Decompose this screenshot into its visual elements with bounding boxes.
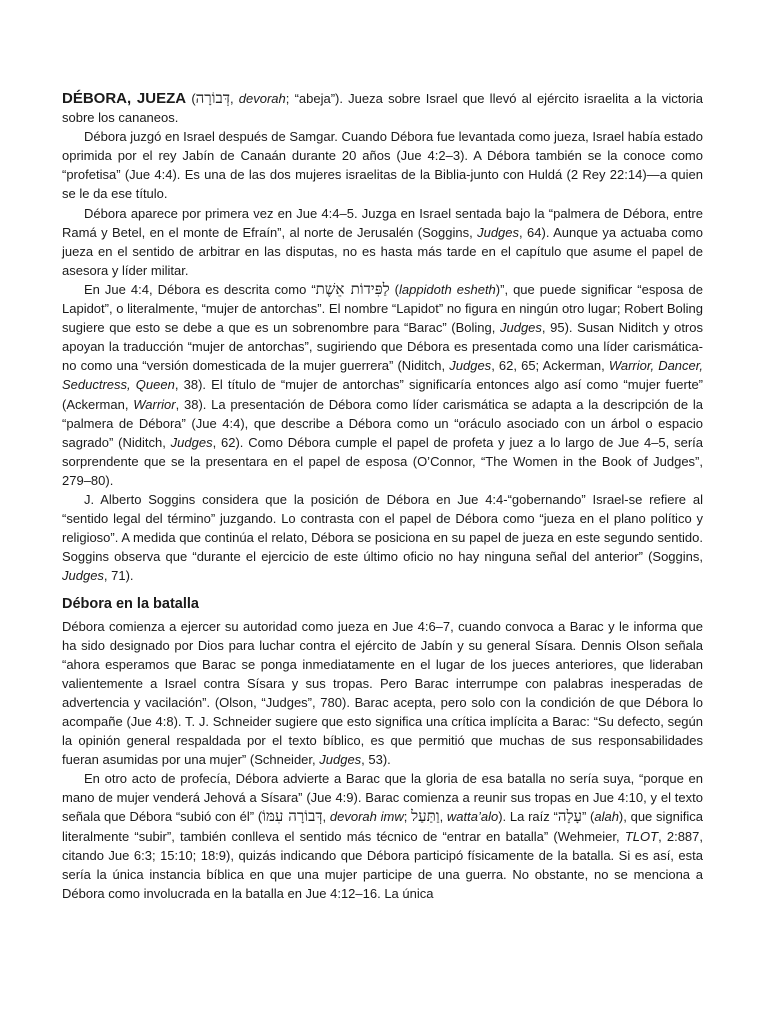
hebrew-text: עָלָה [557, 807, 582, 826]
text-run: , [229, 91, 239, 106]
entry-body [62, 89, 703, 585]
paragraph [62, 204, 703, 280]
text-run: ), que significa literalmente “subir”, también conlleva el sentido más técnico de “entrar en batalla” (Wehmeier, [62, 809, 703, 844]
italic-text: Judges [319, 752, 362, 768]
italic-text: alah [594, 809, 619, 825]
italic-text: Judges [170, 434, 213, 450]
text-run: Débora juzgó en Israel después de Samgar. Cuando Débora fue levantada como jueza, Israel había estado oprimida por el rey Jabín de Canaán durante 20 años (Jue 4:2–3). A Débora también se la conoce como “profetisa” (Jue 4:4). Es una de las dos mujeres israelitas de la Biblia-junto con Huldá (2 Rey 22:14)—a quien se le da ese título. [62, 129, 703, 202]
section-heading: Débora en la batalla [62, 596, 199, 613]
text-run: , [439, 809, 447, 825]
text-run: , 95). Susan Niditch y otros apoyan la traducción “mujer de antorchas”, sugiriendo que Débora es presentada como una líder carismática-no como una “versión domesticada de la mujer guerrera” (Niditch, [62, 320, 703, 374]
text-run: J. Alberto Soggins considera que la posición de Débora en Jue 4:4-“gobernando” Israel-se refiere al “sentido legal del término” juzgando. Lo contrasta con el papel de Débora como “jueza en el plano político y religioso”. A medida que continúa el relato, Débora se posiciona en su papel de jueza en este segundo sentido. Soggins observa que “durante el ejercicio de este último oficio no hay ninguna señal del anterior” (Soggins, [62, 491, 703, 565]
text-run: , 53). [361, 752, 391, 768]
text-run: , [322, 809, 330, 825]
document-page [62, 89, 703, 903]
paragraph [62, 89, 703, 127]
paragraph [62, 769, 703, 903]
text-run: En otro acto de profecía, Débora advierte a Barac que la gloria de esa batalla no sería suya, “porque en mano de mujer venderá Jehová a Sísara” (Jue 4:9). Barac comienza a reunir sus tropas en Jue 4:10, y el texto señala que Débora “subió con él” ( [62, 771, 703, 825]
italic-text: watta’alo [446, 809, 499, 825]
italic-text: Warrior, Dancer, Seductress, Queen [62, 358, 703, 393]
text-run: , 38). La presentación de Débora como líder carismática se adapta a la descripción de la “palmera de Débora” (Jue 4:4), que describe a Débora como un “oráculo asociado con un árbol o espacio sagrado” (Niditch, [62, 396, 703, 450]
hebrew-text: לַפִּידוֹת אֵשֶׁת [315, 279, 390, 298]
hebrew-text: וַתַּעַל [411, 807, 440, 826]
italic-text: lappidoth esheth [398, 281, 496, 297]
hebrew-text: דְּבוֹרָה עִמּוֹ [262, 807, 323, 826]
text-run: , 2:887, citando Jue 6:3; 15:10; 18:9), quizás indicando que Débora participó físicamente de la batalla. Si es así, esta sería la única instancia bíblica en que una mujer participe de una guerra. No obstante, no se menciona a Débora como involucrada en la batalla en Jue 4:12–16. La única [62, 828, 703, 901]
italic-text: Warrior [133, 396, 176, 412]
paragraph [62, 280, 703, 490]
paragraph [62, 617, 703, 770]
paragraph [62, 127, 703, 203]
text-run: Débora comienza a ejercer su autoridad como jueza en Jue 4:6–7, cuando convoca a Barac y le informa que ha sido designado por Dios para luchar contra el ejército de Jabín y su general Sísara. Dennis Olson señala “ahora esperamos que Barac se ponga inmediatamente en el lugar de los jueces anteriores, que lideraban valientemente a Israel contra Sísara y sus tropas. Pero Barac interrumpe con palabras inesperadas de advertencia y vacilación”. (Olson, “Judges”, 780). Barac acepta, pero solo con la condición de que Débora lo acompañe (Jue 4:8). T. J. Schneider sugiere que esto significa una crítica implícita a Barac: “Su defecto, según la opinión general respaldada por el texto bíblico, es que permitió que muchas de sus responsabilidades fueran asumidas por una mujer” (Schneider, [62, 618, 703, 768]
text-run: En Jue 4:4, Débora es descrita como “ [84, 281, 316, 297]
text-run: ( [389, 281, 399, 297]
hebrew-text: דְּבוֹרָה [195, 89, 230, 107]
text-run: , 62). Como Débora cumple el papel de profeta y juez a lo largo de Jue 4–5, sería sorprendente que se la presentara en el papel de esposa (O’Connor, “The Women in the Book of Judges”, 279–80). [62, 434, 703, 488]
italic-text: Judges [499, 320, 542, 336]
text-run: , 71). [103, 568, 134, 584]
text-run: ). La raíz “ [498, 809, 558, 825]
text-run: Débora aparece por primera vez en Jue 4:4–5. Juzga en Israel sentada bajo la “palmera de Débora, entre Ramá y Betel, en el monte de Efraín”, al norte de Jerusalén (Soggins, [62, 205, 703, 240]
section-body [62, 617, 703, 903]
entry-headword: DÉBORA, JUEZA [62, 90, 187, 107]
text-run: )”, que puede significar “esposa de Lapidot”, o literalmente, “mujer de antorchas”. El nombre “Lapidot” no figura en ningún otro lugar; Robert Boling sugiere que esto se debe a que es un sobrenombre para “Barac” (Boling, [62, 281, 703, 336]
text-run: ” ( [581, 809, 595, 825]
text-run: , 64). Aunque ya actuaba como jueza en el sentido de arbitrar en las disputas, no es hasta más tarde en el capítulo que asume el papel de asesora y líder militar. [62, 224, 703, 278]
italic-text: TLOT [624, 828, 659, 844]
italic-text: Judges [62, 568, 104, 584]
italic-text: devorah [238, 91, 286, 106]
italic-text: devorah imw [329, 809, 404, 825]
text-run: , 62, 65; Ackerman, [491, 358, 609, 374]
italic-text: Judges [449, 358, 492, 374]
paragraph [62, 490, 703, 585]
italic-text: Judges [477, 224, 520, 240]
text-run: ; [403, 809, 412, 825]
text-run: ( [186, 91, 196, 106]
text-run: ; “abeja”). Jueza sobre Israel que llevó al ejército israelita a la victoria sobre los cananeos. [62, 91, 703, 126]
text-run: , 38). El título de “mujer de antorchas” significaría entonces algo así como “mujer fuerte” (Ackerman, [62, 377, 703, 412]
